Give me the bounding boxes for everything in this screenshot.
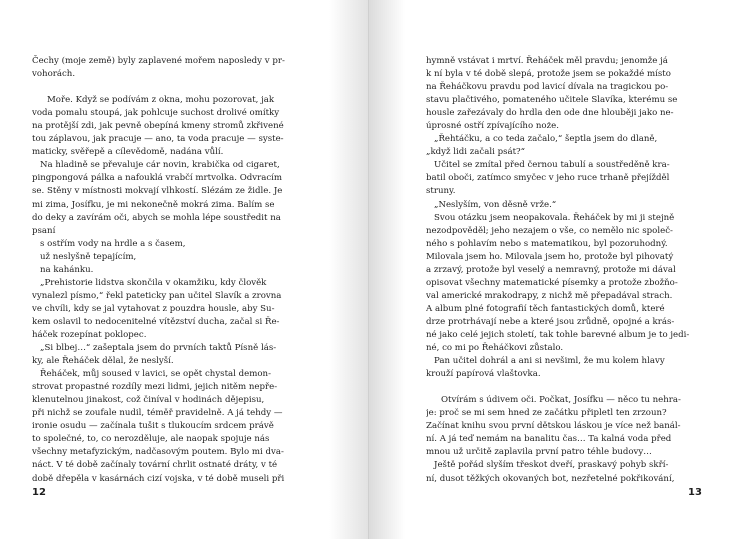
text-line: „když lidi začali psát?“ [426, 147, 526, 158]
verse-line: už neslyšně tepajícím, [40, 251, 137, 262]
gutter-shadow [369, 0, 405, 539]
text-line: háček rozepínat poklopec. [32, 329, 147, 340]
page-number: 12 [32, 487, 46, 498]
text-line: je: proč se mi sem hned ze začátku připletl ten zrzoun? [426, 408, 667, 419]
text-line: na Řeháčkovu pravdu pod lavicí dívala na tragickou po- [426, 82, 669, 93]
text-line: né jako celé jejich století, tak tohle barevné album je to jedi- [426, 329, 690, 340]
text-line: val americké mrakodrapy, z nichž mě přepadával strach. [426, 290, 673, 301]
paragraph-break [426, 381, 701, 394]
text-line: Pan učitel dohrál a ani si nevšiml, že mu kolem hlavy [434, 356, 665, 367]
text-line: k ní byla v té době slepá, protože jsem se pokaždé místo [426, 69, 671, 80]
text-line: psaní [32, 225, 56, 236]
text-line: kem oslavil to nedocenitelné vítězství ducha, začal si Ře- [32, 316, 280, 327]
text-line: voda pomalu stoupá, jak pohlcuje suchost drolivé omítky [32, 108, 280, 119]
text-line: Řeháček, můj soused v lavici, se opět chystal demon- [40, 369, 271, 380]
text-line: Čechy (moje země) byly zaplavené mořem naposledy v pr- [32, 56, 285, 66]
text-line: drze protrhávají nebe a které jsou zrůdně, opojné a krás- [426, 316, 675, 327]
text-line: do deky a zavírám oči, abych se mohla lépe soustředit na [32, 212, 281, 223]
text-line: Ještě pořád slyším třeskot dveří, praskavý pohyb skří- [434, 460, 669, 471]
text-line: Na hladině se převaluje cár novin, krabička od cigaret, [40, 160, 280, 171]
text-line: mi zima, Josífku, je mi nekonečně mokrá zima. Balím se [32, 199, 275, 210]
text-line: ironie osudu — začínala tušit s tlukoucím srdcem právě [32, 421, 274, 432]
text-line: „Si blbej…“ zašeptala jsem do prvních taktů Písně lás- [40, 343, 277, 354]
text-line: Začínat knihu svou první dětskou láskou je více než banál- [426, 421, 681, 432]
text-line: náct. V té době začínaly tovární chrlit ostnaté dráty, v té [32, 460, 278, 471]
text-line: maticky, svěřepě a cílevědomě, nadána vůlí. [32, 147, 224, 158]
text-line: Svou otázku jsem neopakovala. Řeháček by mi ji stejně [434, 212, 675, 223]
page-number: 13 [688, 487, 702, 498]
text-line: na protější zdi, jak pevně obepíná kmeny stromů zkřivené [32, 121, 284, 132]
text-line: hymně vstávat i mrtví. Řeháček měl pravdu; jenomže já [426, 56, 668, 66]
text-line: stavu plačtivého, pomateného učitele Slavíka, kterému se [426, 95, 678, 106]
text-line: né, co mi po Řeháčkovi zůstalo. [426, 343, 564, 354]
text-line: Moře. Když se podívám z okna, mohu pozorovat, jak [47, 95, 275, 106]
text-line: úprosné ostří zpívajícího noże. [426, 121, 559, 132]
text-line: tou záplavou, jak pracuje — ano, ta voda pracuje — syste- [32, 134, 284, 145]
text-line: vohorách. [32, 69, 76, 80]
text-line: ného s pohlavím nebo s matematikou, byl pozoruhodný. [426, 238, 668, 249]
text-line: ky, ale Řeháček dělal, že neslyší. [32, 356, 174, 367]
text-line: „Řehtáčku, a co teda začalo,“ šeptla jsem do dlaně, [434, 134, 658, 145]
text-line: „Neslyším, von děsně vrže.“ [434, 199, 557, 210]
text-line: ve chvíli, kdy se jal vytahovat z pouzdra housle, aby Su- [32, 303, 275, 314]
text-line: pingpongová pálka a nafouklá vrabčí mrtvolka. Odvracím [32, 173, 283, 184]
text-line: se. Stěny v místnosti mokvají vlhkostí. Slézám ze židle. Je [32, 186, 283, 197]
text-line: opisovat všechny matematické písemky a protože zbožňo- [426, 277, 678, 288]
text-line: vynalezl písmo,“ řekl pateticky pan učitel Slavík a zrovna [32, 290, 282, 301]
text-line: klenutelnou jinakost, což činíval v hodinách dějepisu, [32, 395, 265, 406]
text-line: Milovala jsem ho. Milovala jsem ho, protože byl pihovatý [426, 251, 674, 262]
text-line: mnou už určitě zaplavila první patro téhle budovy… [426, 447, 652, 458]
text-line: všechny metafyzickým, nadčasovým poutem. Bylo mi dva- [32, 447, 284, 458]
text-line: batil oboči, zatímco smyčec v jeho ruce trhaně přejížděl [426, 173, 670, 184]
text-line: Otvírám s údivem oči. Počkat, Josífku — něco tu nehra- [441, 395, 681, 406]
paragraph-break [32, 81, 303, 94]
verse-line: na kahánku. [40, 264, 94, 275]
text-line: „Prehistorie lidstva skončila v okamžiku, kdy člověk [40, 277, 267, 288]
text-line: struny. [426, 186, 456, 197]
text-line: době dřepěla v kasárnách cizí vojska, v té době museli při [32, 473, 285, 484]
right-page [369, 0, 737, 539]
left-page-text [32, 55, 303, 486]
gutter-shadow [329, 0, 369, 539]
text-line: strovat propastné rozdíly mezi lidmi, jejich nitěm nepře- [32, 382, 278, 393]
text-line: a zrzavý, protože byl veselý a nemravný, protože mi dával [426, 264, 676, 275]
text-line: krouží papírová vlaštovka. [426, 369, 541, 380]
text-line: housle zařezávaly do hrdla den ode dne hlouběji jako ne- [426, 108, 674, 119]
text-line: Učitel se zmítal před černou tabulí a soustředěně kra- [434, 160, 670, 171]
text-line: při nichž se zoufale nudil, téměř pravidelně. A já tehdy — [32, 408, 283, 419]
text-line: nezodpověděl; jeho nezajem o vše, co nemělo nic společ- [426, 225, 673, 236]
text-line: A album plné fotografií těch fantastických domů, které [426, 303, 665, 314]
right-page-text [426, 55, 701, 486]
text-line: ní, dusot těžkých okovaných bot, nezřetelné pokřikování, [426, 473, 675, 484]
verse-line: s ostřím vody na hrdle a s časem, [40, 238, 186, 249]
text-line: ní. A já teď nemám na banalitu čas… Ta kalná voda před [426, 434, 672, 445]
text-line: to společné, to, co nerozděluje, ale naopak spojuje nás [32, 434, 270, 445]
